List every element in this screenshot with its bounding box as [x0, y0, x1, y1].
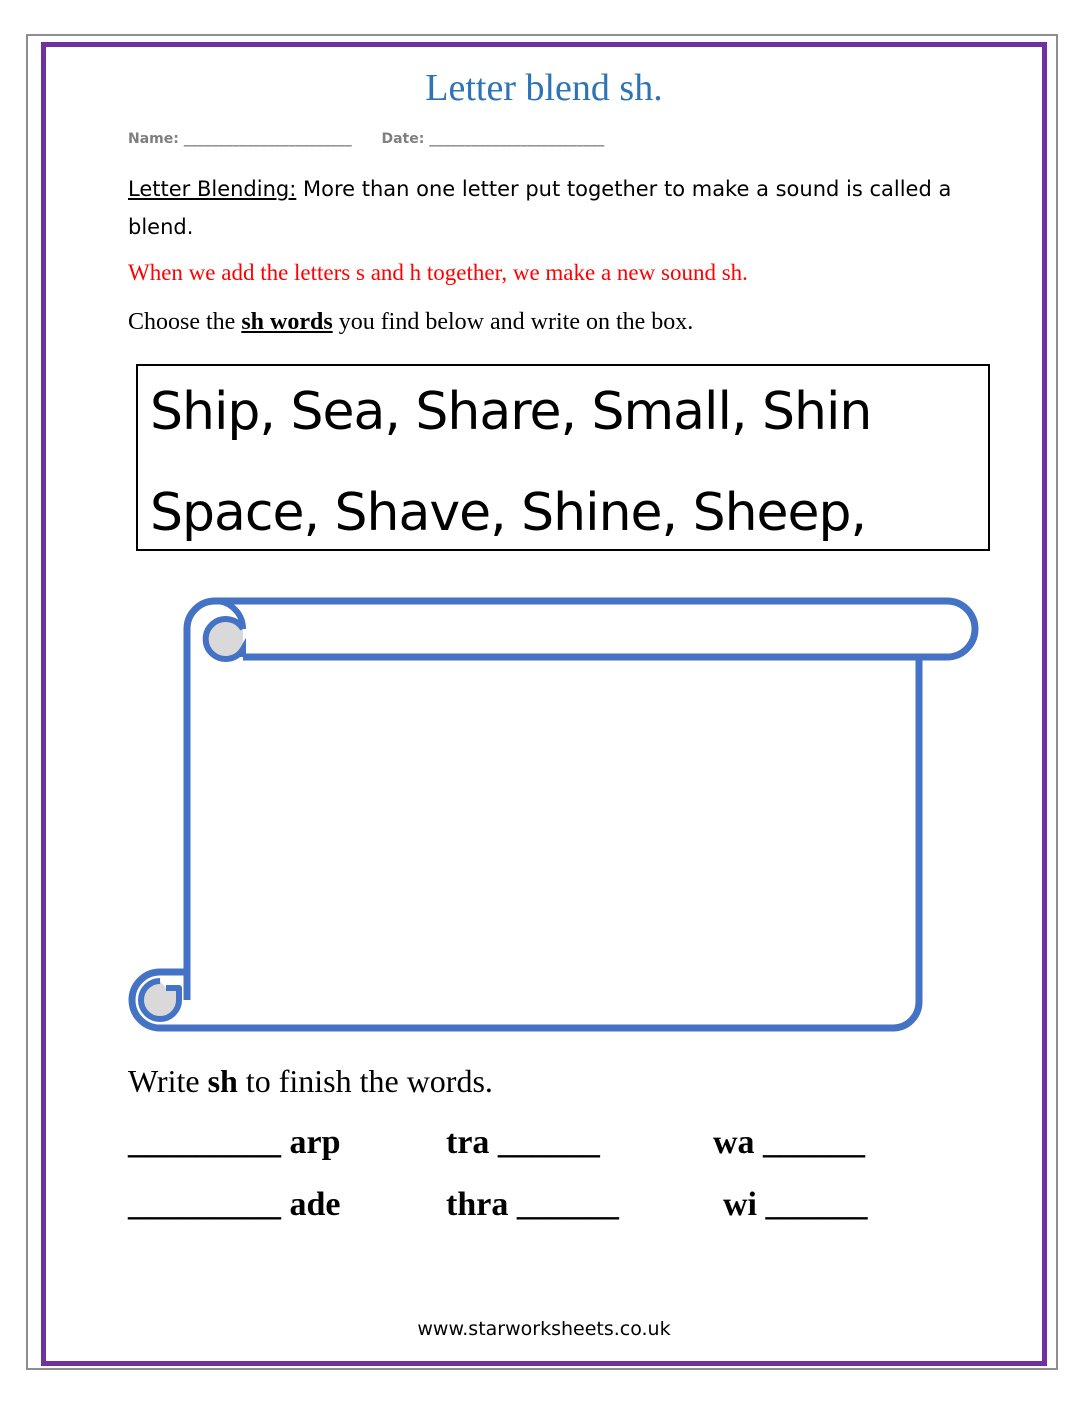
- name-label: Name:: [128, 131, 179, 147]
- write-instruction: [128, 1063, 493, 1100]
- name-line[interactable]: ________________________: [183, 131, 352, 147]
- date-line[interactable]: _________________________: [429, 131, 605, 147]
- definition-term: Letter Blending:: [128, 177, 297, 201]
- write-bold: sh: [207, 1063, 238, 1099]
- fill-item-tra[interactable]: tra ______: [446, 1124, 600, 1161]
- word-line-2: Space, Shave, Shine, Sheep,: [150, 483, 867, 543]
- definition-text: More than one letter put together to make a sound is called a blend.: [128, 177, 952, 239]
- page-title: Letter blend sh.: [425, 67, 663, 109]
- write-before: Write: [128, 1063, 208, 1099]
- fill-item-thra[interactable]: thra ______: [446, 1186, 619, 1223]
- fill-item-wi[interactable]: wi ______: [723, 1186, 868, 1223]
- fill-item-ade[interactable]: _________ ade: [128, 1186, 341, 1223]
- choose-before: Choose the: [128, 309, 242, 335]
- fill-item-arp[interactable]: _________ arp: [128, 1124, 341, 1161]
- choose-after: you find below and write on the box.: [332, 309, 694, 335]
- fill-item-wa[interactable]: wa ______: [713, 1124, 866, 1161]
- footer-url: www.starworksheets.co.uk: [417, 1318, 671, 1340]
- red-note: When we add the letters s and h together, we make a new sound sh.: [128, 260, 748, 285]
- date-label: Date:: [381, 131, 425, 147]
- word-line-1: Ship, Sea, Share, Small, Shin: [150, 382, 872, 442]
- choose-bold: sh words: [241, 309, 333, 335]
- write-after: to finish the words.: [237, 1063, 493, 1099]
